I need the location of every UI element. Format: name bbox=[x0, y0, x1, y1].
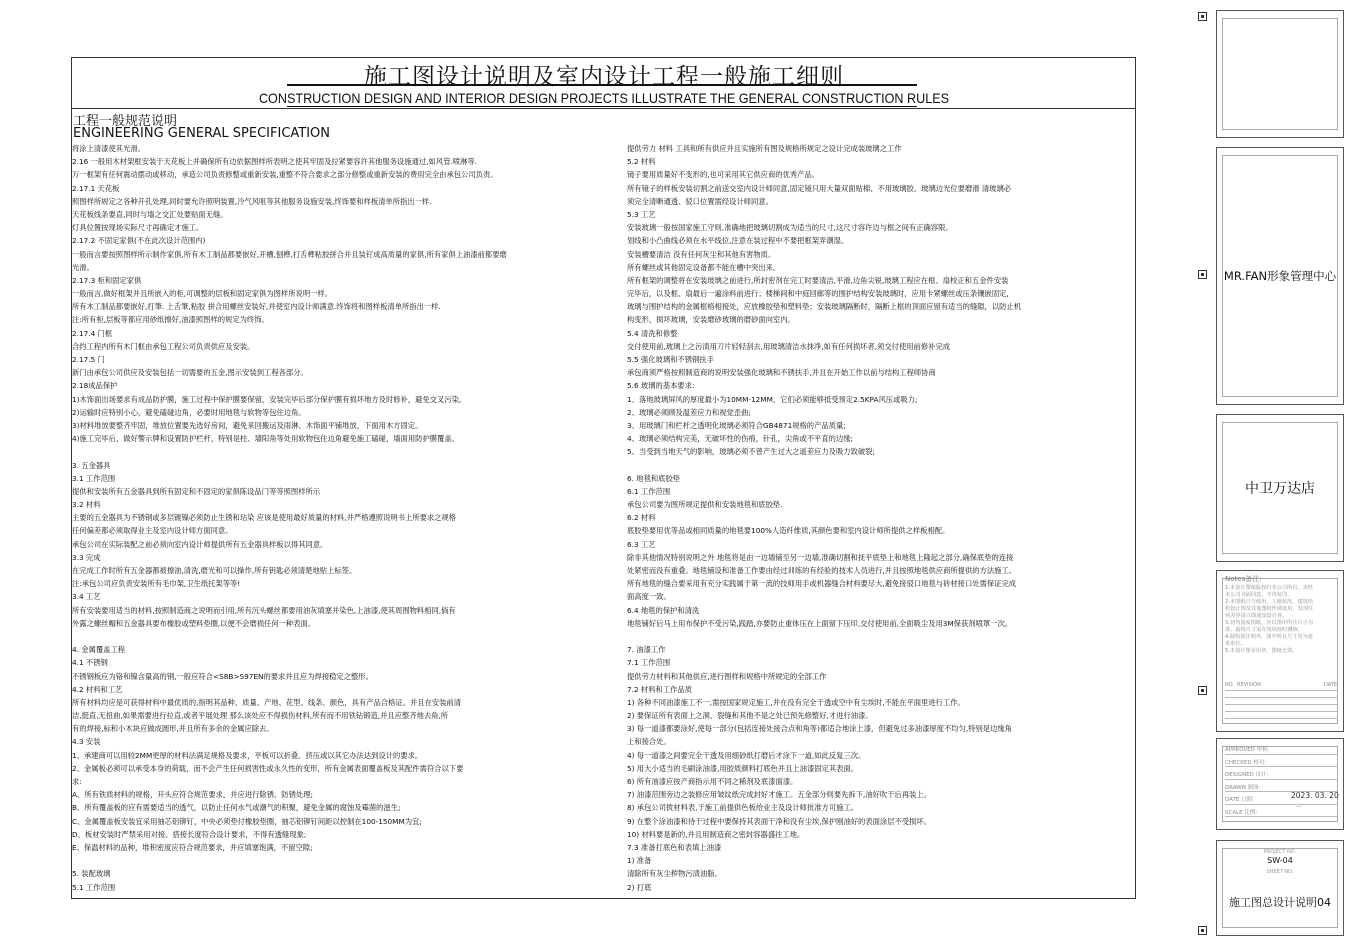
spec-line: 4.1 不锈钢 bbox=[72, 658, 108, 668]
spec-line: 4) 每一道漆之间要完全干透及用细砂纸打磨后才涂下一道,如此反复三次。 bbox=[627, 750, 866, 760]
designed-label: DESIGNED 设计: bbox=[1225, 772, 1269, 778]
project-no-label: PROJECT NO. bbox=[1263, 849, 1297, 855]
scale-label: SCALE 比例: bbox=[1225, 810, 1258, 816]
spec-line: 主要的五金器具为不锈钢或多层镀镍必须防止生锈和玷染 应该是使用最好质量的材料,并严格遵照说明书上所要求之规格 bbox=[72, 513, 457, 523]
spec-line: 7.2 材料和工作品质 bbox=[627, 684, 693, 694]
spec-line: 所有材料均应是可获得材料中最优质的,指明其品种、质量、产地、花型、线条、颜色，具有产品合格证。并且在安装前清 bbox=[72, 697, 462, 707]
spec-line: D、板材安装时严禁采用对接、搭接长度符合设计要求，不得有透缝现象; bbox=[72, 829, 307, 839]
spec-line: 5、当受到当地天气的影响，玻璃必须不曾产生过大之遥差应力及吸力致破裂; bbox=[627, 447, 875, 457]
spec-line: 安装槽要清洁 没有任何灰尘和其他有害物质。 bbox=[627, 249, 776, 259]
spec-line: 4.2 材料和工艺 bbox=[72, 684, 123, 694]
spec-line: 6.2 材料 bbox=[627, 513, 656, 523]
project-no: SW-04 bbox=[1267, 856, 1293, 865]
note-line: 2.本图纸只与使用，工地状况，建筑结 bbox=[1225, 599, 1313, 605]
revision-line bbox=[1225, 718, 1337, 719]
spec-line: 2.16 一般用木材架框安装于天花板上并确保所有边依据图样所表明之使其牢固及拉紧要容许其他服务设施通过,如风管.喷淋等. bbox=[72, 157, 477, 167]
spec-line: 照图样所规定之各种开孔处理,同时要允许照明装置,冷气风咀等其他服务设施安装,终饰要和样板清单所指出一样. bbox=[72, 196, 432, 206]
revision-line bbox=[1225, 704, 1337, 705]
spec-line: 新门由承包公司供应及安装包括一切需要的五金,图示安装到工程各部分。 bbox=[72, 368, 308, 378]
spec-line bbox=[72, 445, 617, 458]
spec-line: 所有安装要用适当的材料,按照制造商之说明而引用,所有沉头螺丝都要用油灰填塞并染色,上油漆,使其周围物料相同,倘有 bbox=[72, 605, 456, 615]
spec-line: 3)材料堆放要整齐牢固，堆放位置要先选好房间，避免来回搬运及雨淋、木饰面平铺堆放，下面用木方固定。 bbox=[72, 420, 423, 430]
note-line: 何差异请立即通知设计者。 bbox=[1225, 613, 1288, 619]
spec-line: 安装玻璃一般按国家施工守则,准确地把玻璃切割成为适当的尺寸,这尺寸容许边与框之间有正确容限。 bbox=[627, 223, 953, 233]
note-line: 准，最终尺寸需在现场按时测核。 bbox=[1225, 627, 1303, 633]
spec-line: 构变形，损坏玻璃，安装磨砂玻璃的磨砂面向室内。 bbox=[627, 315, 795, 325]
spec-line: 除非其他情况特别说明之外 地毯将是由一边墙铺至另一边墙,准确切割和抚平底垫上和地毯上隆起之部分,确保底垫的连接 bbox=[627, 552, 1014, 562]
section-heading-en: ENGINEERING GENERAL SPECIFICATION bbox=[73, 126, 331, 141]
approval-line bbox=[1225, 754, 1337, 755]
approved-label: APPROVED 审核: bbox=[1225, 747, 1270, 753]
approval-line bbox=[1225, 791, 1337, 792]
spec-line: 在完成工作时所有五金器都被擦油,清洗,磨光和可以操作,所有钥匙必须清楚地贴上标签。 bbox=[72, 566, 357, 575]
spec-line: 3.2 材料 bbox=[72, 500, 101, 510]
drawn-label: DRAWN 制图: bbox=[1225, 785, 1261, 791]
checked-label: CHECKED 校对: bbox=[1225, 760, 1267, 766]
date-value: 2023. 03. 20 bbox=[1291, 791, 1339, 800]
spec-line: 2.17.1 天花板 bbox=[72, 183, 120, 193]
spec-line: 1) 各种不同油漆施工不一,需按国家规定施工,并在没有完全干透或空中有尘埃时,不能在平面里进行工作。 bbox=[627, 697, 965, 707]
approval-line bbox=[1225, 816, 1337, 817]
spec-line: 注:所有柜,层板等都应用砂纸擦好,油漆照图样的规定为终饰。 bbox=[72, 315, 269, 325]
spec-line: A、所有铁质材料的规格，开头应符合规范要求，并应进行除锈、防锈处理; bbox=[72, 790, 313, 800]
spec-line: 3、用玻璃门和栏杆之透明化玻璃必须符合GB4871规格的产品质量; bbox=[627, 420, 846, 430]
note-line: 1.本设计图纸版权归本公司所有，未经 bbox=[1225, 585, 1313, 591]
title-separator bbox=[71, 108, 1136, 109]
notes-block bbox=[1225, 576, 1340, 655]
spec-line: 万一框架有任何震动摆动或移动，承造公司负责修整或重新安装,重整不符合要求之部分修整或重新安装的费用完全由承包公司负责。 bbox=[72, 170, 498, 180]
spec-line: 3. 五金器具 bbox=[72, 460, 111, 470]
section-heading-cn: 工程一般规范说明 bbox=[73, 114, 178, 129]
spec-line: 3.1 工作范围 bbox=[72, 473, 116, 483]
note-line: 本公司书面同意，不得复印。 bbox=[1225, 592, 1293, 598]
client-name: MR.FAN形象管理中心 bbox=[1223, 269, 1337, 283]
border-marker-icon bbox=[1198, 926, 1207, 935]
note-line: 5.本设计图专用章，图纸无效。 bbox=[1225, 648, 1298, 654]
spec-line: 处紧密而没有重叠。地毯铺设和准备工作要由经过训练的有经验的技术人员进行,并且按照地毯供应商所提供的方法施工。 bbox=[627, 566, 1017, 575]
spec-line bbox=[72, 630, 617, 643]
spec-line: 10) 材料要是新的,并且用制造商之密封容器盛往工地。 bbox=[627, 829, 805, 839]
spec-line: 不锈钢板应为铬和镍含量高的钢,一般应符合<S8B>S97EN的要求并且应为焊接稳定之整形。 bbox=[72, 671, 373, 681]
spec-line: 镜子要用质量好不变形的,也可采用其它供应商的优秀产品。 bbox=[627, 170, 820, 180]
spec-line: 2) 打底 bbox=[627, 882, 652, 892]
spec-line: 承包公司在实际装配之前必须向室内设计师提供所有五金器具样板以得其同意。 bbox=[72, 539, 328, 549]
spec-line: 清除所有灰尘秽物污渍油脂。 bbox=[627, 869, 722, 879]
sheet-no-label: SHEET NO. bbox=[1266, 869, 1294, 875]
spec-line: 天花板线条要直,同时与墙之交汇处要贴面无缝。 bbox=[72, 209, 228, 219]
spec-line: 5. 装配玻璃 bbox=[72, 869, 111, 879]
spec-line: 7) 油漆范围旁边之装修应用皱纹纸完成封好才施工。五金部分则要先拆下,油好吹干后再装上。 bbox=[627, 790, 932, 800]
spec-line: 5.2 材料 bbox=[627, 157, 656, 167]
note-line: 构设计图及其他图纸作调处用，发现任 bbox=[1225, 606, 1314, 612]
document-title-en: CONSTRUCTION DESIGN AND INTERIOR DESIGN PROJECTS ILLUSTRATE THE GENERAL CONSTRUCTION RULES bbox=[258, 90, 950, 106]
spec-line: 5) 用大小适当的毛刷涂油漆,用胶质颜料打底色并且上油漆固定其表面。 bbox=[627, 763, 859, 773]
revision-line bbox=[1225, 697, 1337, 698]
note-line: 米单位。 bbox=[1225, 641, 1246, 647]
spec-line bbox=[627, 630, 1132, 643]
approval-line bbox=[1225, 766, 1337, 767]
spec-line: 7.1 工作范围 bbox=[627, 658, 671, 668]
spec-line: 地毯铺好后马上用布保护不受污染,践踏,亦要防止重体压在上面留下压印,交付使用前,全面吸尘及用3M保获剂喷罩一次。 bbox=[627, 618, 1013, 628]
right-text-column bbox=[627, 142, 1132, 894]
document-title-cn: 施工图设计说明及室内设计工程一般施工细则 bbox=[364, 64, 844, 90]
approval-line bbox=[1225, 804, 1337, 805]
spec-line: 2.18成品保护 bbox=[72, 381, 118, 391]
spec-line: 所有镜子的样板安装切割之前送交室内设计师同意,固定镜只用大量双面贴棉、不用玻璃胶、玻璃边光位要磨滑 清玻璃必 bbox=[627, 183, 1012, 193]
spec-line: 3.4 工艺 bbox=[72, 592, 101, 602]
spec-line: 1、落地玻璃屏风的厚度最小为10MM-12MM，它们必须能够抵受预定2.5KPA风压或吸力; bbox=[627, 394, 918, 404]
spec-line: 洁,挺直,无扭曲,如果需要进行拉直,或者平展处理 那么该处应不得损伤材料,所有而不用铁钻锻造,并且应整齐地去角,所 bbox=[72, 711, 449, 721]
spec-line: 外露之螺丝帽和五金器具要布橡胶或塑料垫圈,以便不会磨损任何一种表面。 bbox=[72, 618, 316, 628]
spec-line: 一般而言要按照图样所示制作家俱,所有木工制品都要嵌好,开槽,刨榫,打舌榫粘胶拼合并且装钉成高质量的家俱,所有家俱上油漆前都要磨 bbox=[72, 249, 507, 259]
spec-line: 6.1 工作范围 bbox=[627, 486, 671, 496]
spec-line: 交付使用前,玻璃上之污渍用刀片轻轻刮去,用玻璃清洁水抹净,如有任何损坏者,须交付使用前修补完成 bbox=[627, 341, 951, 351]
spec-line: 上和接合处。 bbox=[627, 737, 671, 747]
spec-line: 将涂上清漆使其光滑。 bbox=[72, 144, 145, 153]
title-underline bbox=[287, 84, 917, 86]
spec-line: 承包公司要为图所规定提供和安装地毯和底胶垫. bbox=[627, 500, 783, 510]
spec-line: 5.4 清洗和修整 bbox=[627, 328, 678, 338]
spec-line: 5.3 工艺 bbox=[627, 209, 656, 219]
spec-line: 2、金属板必须可以承受本身的荷载，而不会产生任何损害性或永久性的变形，所有金属表面覆盖板及其配件需符合以下要 bbox=[72, 763, 464, 773]
approval-line bbox=[1225, 779, 1337, 780]
notes-title: Notes备注: bbox=[1225, 575, 1262, 583]
spec-line: 求: bbox=[72, 777, 82, 786]
spec-line: 7.3 准备打底色和表填上油漆 bbox=[627, 842, 722, 852]
spec-line: 承包商须严格按照制造商的说明安装强化玻璃和不锈扶手,并且在开始工作以前与结构工程师协商 bbox=[627, 368, 936, 378]
spec-line: 9) 在整个涂油漆和待干过程中要保持其表面干净和没有尘埃,保护刚油好的表面涂层不受损坏。 bbox=[627, 816, 932, 826]
spec-line: 划线和小凸曲线必须在水平线位,注意在装过程中不要把框架弄潮湿。 bbox=[627, 236, 849, 246]
border-marker-icon bbox=[1198, 686, 1207, 695]
spec-line: 4、玻璃必须结构完美，无破坏性的伤痕，针孔，尖角或不平直的边缘; bbox=[627, 434, 854, 444]
note-line: 3.切勿量度图纸，应以图中所注尺寸为 bbox=[1225, 620, 1313, 626]
title-underline-thin bbox=[287, 106, 917, 107]
spec-line: 所有螺丝或其他固定设备都不能在槽中突出来。 bbox=[627, 262, 781, 272]
spec-line: 面高度一致。 bbox=[627, 592, 671, 602]
spec-line: 4)施工完毕后，做好警示牌和设置防护栏杆，特别是柱、墙阳角等处用软物包住边角避免施工磕碰，墙面用防护膜覆盖。 bbox=[72, 434, 459, 444]
spec-line: 1) 准备 bbox=[627, 856, 652, 866]
spec-line: 4.3 安装 bbox=[72, 737, 101, 747]
spec-line bbox=[627, 459, 1132, 472]
spec-line: 5.1 工作范围 bbox=[72, 882, 116, 892]
spec-line: 提供劳力 材料 工具和所有供应并且实施所有图及规格所规定之设计完成装玻璃之工作 bbox=[627, 144, 902, 153]
spec-line: C、金属覆盖板安装宜采用抽芯铝铆钉，中央必须垫付橡胶垫圈，抽芯铝铆钉间距以控制在100-150MM为宜; bbox=[72, 816, 422, 826]
spec-line: E、保温材料的品种，堆积密度应符合规范要求，并应填塞饱满，不留空隙; bbox=[72, 842, 313, 852]
spec-line: 8) 承包公司拨材料表,于施工前提供色板给业主及设计师批准方可施工。 bbox=[627, 803, 859, 813]
spec-line: 玻璃与围护结构的金属框格相接处，应放橡胶垫和塑料垫；安装玻璃隔断时，隔断上框的顶面应留有适当的缝隙，以防止机 bbox=[627, 302, 1022, 312]
spec-line: 6.4 地毯的保护和清洗 bbox=[627, 605, 700, 615]
spec-line: 提供劳力材料和其他供应,进行图样和规格中所规定的全部工作 bbox=[627, 671, 827, 681]
spec-line: 6.3 工艺 bbox=[627, 539, 656, 549]
note-line: 4.除特别注明外，图中所有尺寸均为毫 bbox=[1225, 634, 1313, 640]
revision-line bbox=[1225, 711, 1337, 712]
logo-box bbox=[1216, 10, 1344, 138]
spec-line: 2) 要保证所有表面上之洞、裂缝和其他不是之处已预先修整好,才进行油漆。 bbox=[627, 711, 873, 721]
spec-line: 4. 金属覆盖工程 bbox=[72, 645, 126, 655]
spec-line bbox=[72, 854, 617, 867]
spec-line: B、所有覆盖板的应有需要适当的透气，以防止任何水气或潮气的积聚，避免金属的腐蚀及霉菌的滋生; bbox=[72, 803, 401, 813]
spec-line: 2.17.2 不固定家俱(不在此次设计范围内) bbox=[72, 236, 206, 246]
sheet-title: 施工图总设计说明04 bbox=[1229, 896, 1331, 909]
spec-line: 须完全清晰通透、驳口位置需经设计师同意。 bbox=[627, 196, 773, 206]
spec-line: 完毕后，以及框、扇最后一遍涂料前进行；楼梯间和中庭回廊等的围护结构安装玻璃时，应用卡紧螺丝或压条镶嵌固定, bbox=[627, 289, 1009, 299]
spec-line: 1、承建商可以用较2MM更厚的材料法满足规格及要求，平板可以折叠、挤压或以其它办法达到设计的要求。 bbox=[72, 750, 423, 760]
spec-line: 1)木饰面出场要求有成品防护膜，施工过程中保护膜要保留，安装完毕后部分保护膜有损坏地方及时修补，避免交叉污染。 bbox=[72, 394, 467, 404]
spec-line: 2.17.5 门 bbox=[72, 355, 105, 364]
spec-line: 所有地毯的缝合要采用有充分实践属于第一流的技师用手或机器缝合材料要尽大,避免接驳口地毯与砖材接口处需保证完成 bbox=[627, 579, 1017, 589]
spec-line: 6. 地毯和底胶垫 bbox=[627, 473, 681, 483]
spec-line: 提供和安装所有五金器具到所有固定和不固定的家俱陈设品门等等照图样所示 bbox=[72, 486, 321, 496]
spec-line: 2、玻璃必须顾及温差应力和视觉歪曲; bbox=[627, 407, 751, 417]
revision-header bbox=[1225, 682, 1337, 688]
spec-line: 7. 油漆工作 bbox=[627, 645, 666, 655]
spec-line: 5.6 玻璃的基本要求: bbox=[627, 381, 695, 391]
date-label: DATE 日期: bbox=[1225, 797, 1254, 803]
revision-no-label: NO. bbox=[1225, 682, 1235, 688]
spec-line: 光滑。 bbox=[72, 262, 94, 272]
spec-line: 合约工程内所有木门框由承包工程公司负责供应及安装。 bbox=[72, 341, 255, 351]
scale-value: — bbox=[1296, 804, 1302, 810]
spec-line: 3) 每一道漆都要涂好,使每一部分(包括连接处接合点和角等)都适合地涂上漆，但避免过多油漆厚度不均匀,特别是边缘角 bbox=[627, 724, 1012, 734]
spec-line: 任何偏差都必须取得业主及室内设计师方面同意。 bbox=[72, 526, 233, 536]
spec-line: 所有框架的调整将在安装玻璃之前进行,所封密剂在完工时要清洁,平滑,边角尖锐,玻璃工程应在框、扇校正和五金件安装 bbox=[627, 275, 1009, 285]
spec-line: 3.3 完成 bbox=[72, 552, 101, 562]
spec-line: 注:承包公司应负责安装所有毛巾架,卫生纸托架等等! bbox=[72, 579, 241, 589]
spec-line: 2.17.4 门框 bbox=[72, 328, 113, 338]
spec-line: 所有木工制品都要嵌好,打筆. 上舌筆,粘胶 拼合用螺丝安装好,并使室内设计师满意.终饰将和图样板清单所指出一样. bbox=[72, 302, 441, 312]
project-name: 中卫万达店 bbox=[1245, 481, 1315, 497]
spec-line: 底胶垫要用优等品或相同质量的地毯要100%人造纤维质,其颜色要和室内设计师所提供之样板相配。 bbox=[627, 526, 950, 536]
revision-label: REVISION bbox=[1237, 682, 1261, 688]
spec-line: 5.5 强化玻璃和不锈钢扶手 bbox=[627, 355, 714, 364]
border-marker-icon bbox=[1198, 12, 1207, 21]
spec-line: 有的焊接,标和小木块应做成圆形,并且所有多余的金属应除去。 bbox=[72, 724, 274, 734]
spec-line: 6) 所有油漆应按产商指示用不同之稀剂及底漆面漆。 bbox=[627, 777, 798, 786]
spec-line: 灯具位置按现场实际尺寸再确定才施工。 bbox=[72, 223, 204, 233]
border-marker-icon bbox=[1198, 270, 1207, 279]
spec-line: 2)运输时应特别小心，避免磕碰边角，必要时用地毯与软物等包住边角。 bbox=[72, 407, 306, 417]
left-text-column bbox=[72, 142, 617, 894]
spec-line: 一般而言,做好框架并且所嵌入的柜,可调整的层板和固定家俱为图样所说明一样。 bbox=[72, 289, 333, 299]
revision-line bbox=[1225, 690, 1337, 691]
spec-line: 2.17.3 柜和固定家俱 bbox=[72, 275, 142, 285]
revision-date-label: DATE bbox=[1323, 682, 1337, 688]
